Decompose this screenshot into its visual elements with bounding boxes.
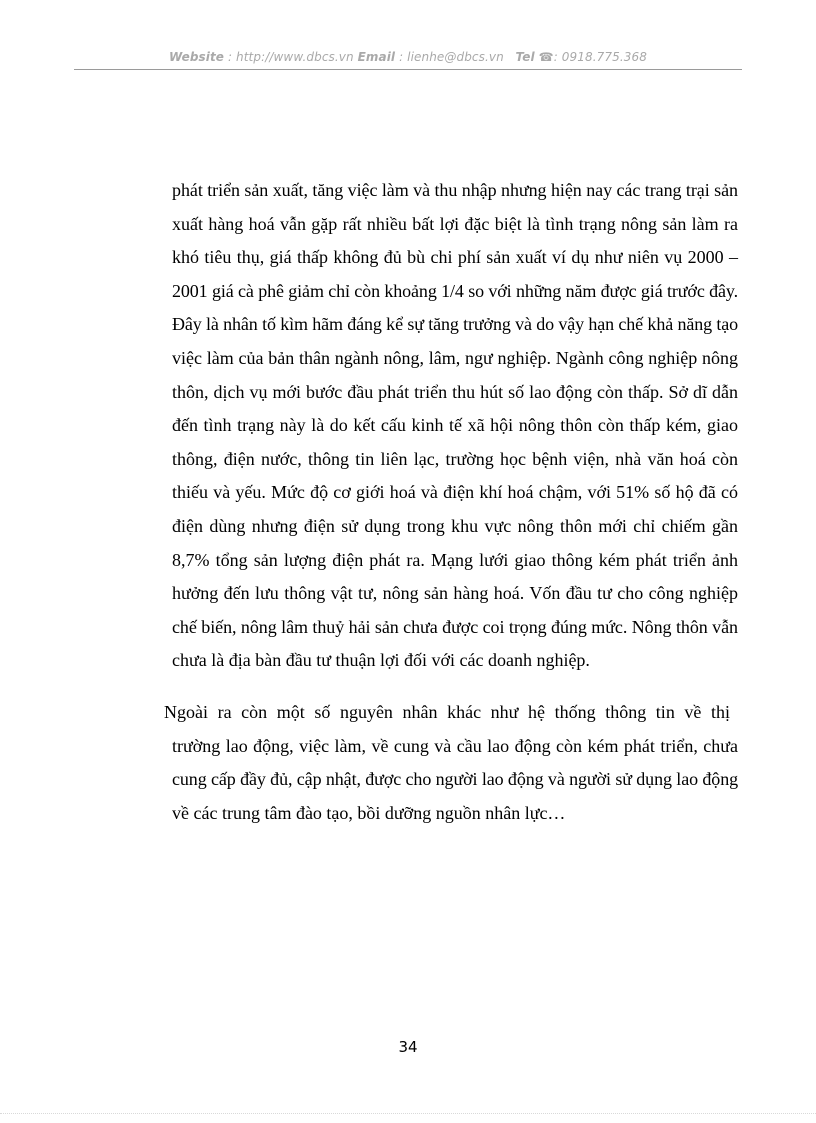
tel-label: Tel: [515, 50, 535, 64]
text-line: chưa là địa bàn đầu tư thuận lợi đối với các doanh nghiệp.: [172, 650, 590, 671]
paragraph: [164, 696, 738, 830]
page-number: 34: [398, 1038, 418, 1056]
text-line: hưởng đến lưu thông vật tư, nông sản hàng hoá. Vốn đầu tư cho công nghiệp: [172, 583, 738, 604]
text-line: việc làm của bản thân ngành nông, lâm, ngư nghiệp. Ngành công nghiệp nông: [172, 347, 738, 368]
header-rule: [74, 69, 742, 70]
page-bottom-edge: [0, 1113, 816, 1114]
text-line: xuất hàng hoá vẫn gặp rất nhiều bất lợi đặc biệt là tình trạng nông sản làm ra: [172, 213, 738, 234]
text-line: cung cấp đầy đủ, cập nhật, được cho người lao động và người sử dụng lao động: [172, 769, 738, 790]
text-line: trường lao động, việc làm, về cung và cầu lao động còn kém phát triển, chưa: [172, 735, 738, 756]
text-line: 2001 giá cà phê giảm chỉ còn khoảng 1/4 so với những năm được giá trước đây.: [172, 280, 738, 301]
website-separator: :: [224, 50, 237, 64]
text-line: Đây là nhân tố kìm hãm đáng kể sự tăng trưởng và do vậy hạn chế khả năng tạo: [172, 314, 739, 335]
text-line: thông, điện nước, thông tin liên lạc, trường học bệnh viện, nhà văn hoá còn: [172, 448, 738, 469]
website-url[interactable]: http://www.dbcs.vn: [236, 50, 354, 64]
website-label: Website: [169, 50, 225, 64]
text-line: chế biến, nông lâm thuỷ hải sản chưa được coi trọng đúng mức. Nông thôn vẫn: [172, 616, 738, 637]
text-line: điện dùng nhưng điện sử dụng trong khu vực nông thôn mới chỉ chiếm gần: [172, 515, 738, 536]
text-line: khó tiêu thụ, giá thấp không đủ bù chi phí sản xuất ví dụ như niên vụ 2000 –: [172, 247, 738, 268]
page-header: [0, 50, 816, 64]
email-label: Email: [357, 50, 396, 64]
text-line: phát triển sản xuất, tăng việc làm và thu nhập nhưng hiện nay các trang trại sản: [172, 180, 738, 200]
email-separator: :: [395, 50, 408, 64]
body-text: [164, 174, 739, 830]
text-line: 8,7% tổng sản lượng điện phát ra. Mạng lưới giao thông kém phát triển ảnh: [172, 549, 738, 570]
phone-icon: ☎: [538, 50, 554, 64]
text-line: thiếu và yếu. Mức độ cơ giới hoá và điện khí hoá chậm, với 51% số hộ đã có: [172, 482, 738, 503]
text-line: thôn, dịch vụ mới bước đầu phát triển thu hút số lao động còn thấp. Sở dĩ dẫn: [172, 381, 738, 402]
text-line: về các trung tâm đào tạo, bồi dưỡng nguồn nhân lực…: [172, 802, 566, 823]
text-line: Ngoài ra còn một số nguyên nhân khác như hệ thống thông tin về thị: [164, 701, 730, 722]
email-value[interactable]: lienhe@dbcs.vn: [407, 50, 504, 64]
text-line: đến tình trạng này là do kết cấu kinh tế xã hội nông thôn còn thấp kém, giao: [172, 415, 738, 436]
paragraph: [172, 174, 738, 678]
tel-value: : 0918.775.368: [553, 50, 647, 64]
